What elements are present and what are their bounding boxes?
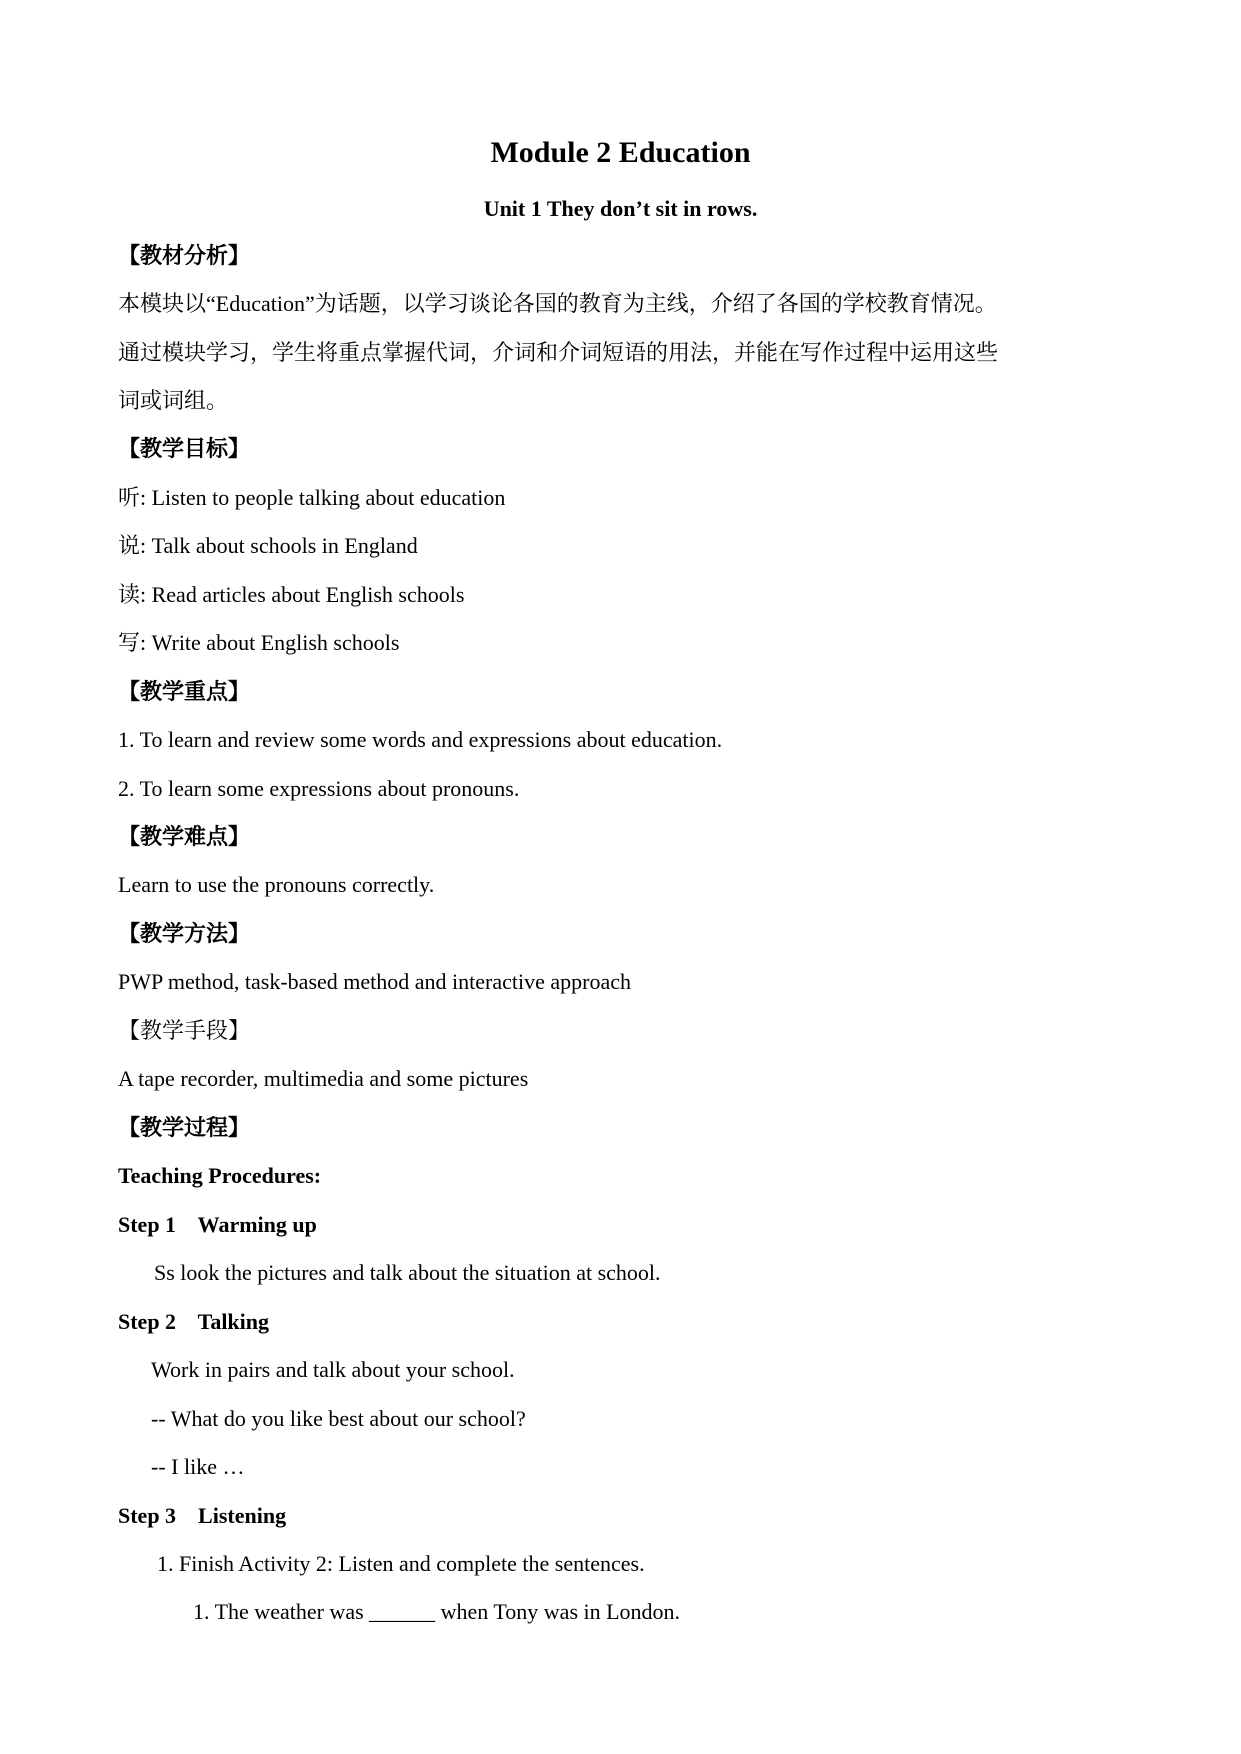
analysis-line: 词或词组。 (118, 388, 229, 413)
step2-line: Work in pairs and talk about your school. (151, 1357, 515, 1382)
step3-item: 1. Finish Activity 2: Listen and complete the sentences. (157, 1551, 645, 1576)
objective-item: 写: Write about English schools (118, 630, 400, 655)
analysis-line: 通过模块学习，学生将重点掌握代词，介词和介词短语的用法，并能在写作过程中运用这些 (118, 340, 999, 365)
key-point-item: 2. To learn some expressions about pronouns. (118, 776, 520, 801)
step3-subitem: 1. The weather was ______ when Tony was in London. (193, 1599, 681, 1624)
objective-item: 读: Read articles about English schools (118, 582, 465, 607)
methods-heading: 【教学方法】 (118, 921, 251, 946)
objective-item: 听: Listen to people talking about education (118, 485, 506, 510)
document-subtitle: Unit 1 They don’t sit in rows. (483, 196, 758, 221)
step1-title: Step 1 Warming up (118, 1212, 317, 1237)
step2-line: -- I like … (151, 1454, 245, 1479)
analysis-line: 本模块以“Education”为话题，以学习谈论各国的教育为主线，介绍了各国的学校教育情况。 (118, 291, 997, 316)
difficulty-text: Learn to use the pronouns correctly. (118, 872, 435, 897)
key-points-heading: 【教学重点】 (118, 679, 251, 704)
step3-title: Step 3 Listening (118, 1503, 287, 1528)
step1-text: Ss look the pictures and talk about the situation at school. (154, 1260, 661, 1285)
key-point-item: 1. To learn and review some words and expressions about education. (118, 727, 723, 752)
means-heading: 【教学手段】 (118, 1018, 251, 1043)
step2-title: Step 2 Talking (118, 1309, 270, 1334)
procedures-label: Teaching Procedures: (118, 1163, 322, 1188)
means-text: A tape recorder, multimedia and some pictures (118, 1066, 529, 1091)
objectives-heading: 【教学目标】 (118, 436, 251, 461)
objective-item: 说: Talk about schools in England (118, 533, 418, 558)
process-heading: 【教学过程】 (118, 1115, 251, 1140)
method-text: PWP method, task-based method and interactive approach (118, 969, 631, 994)
difficulties-heading: 【教学难点】 (118, 824, 251, 849)
step2-line: -- What do you like best about our school? (151, 1406, 526, 1431)
document-title: Module 2 Education (490, 136, 751, 169)
analysis-heading: 【教材分析】 (118, 243, 251, 268)
